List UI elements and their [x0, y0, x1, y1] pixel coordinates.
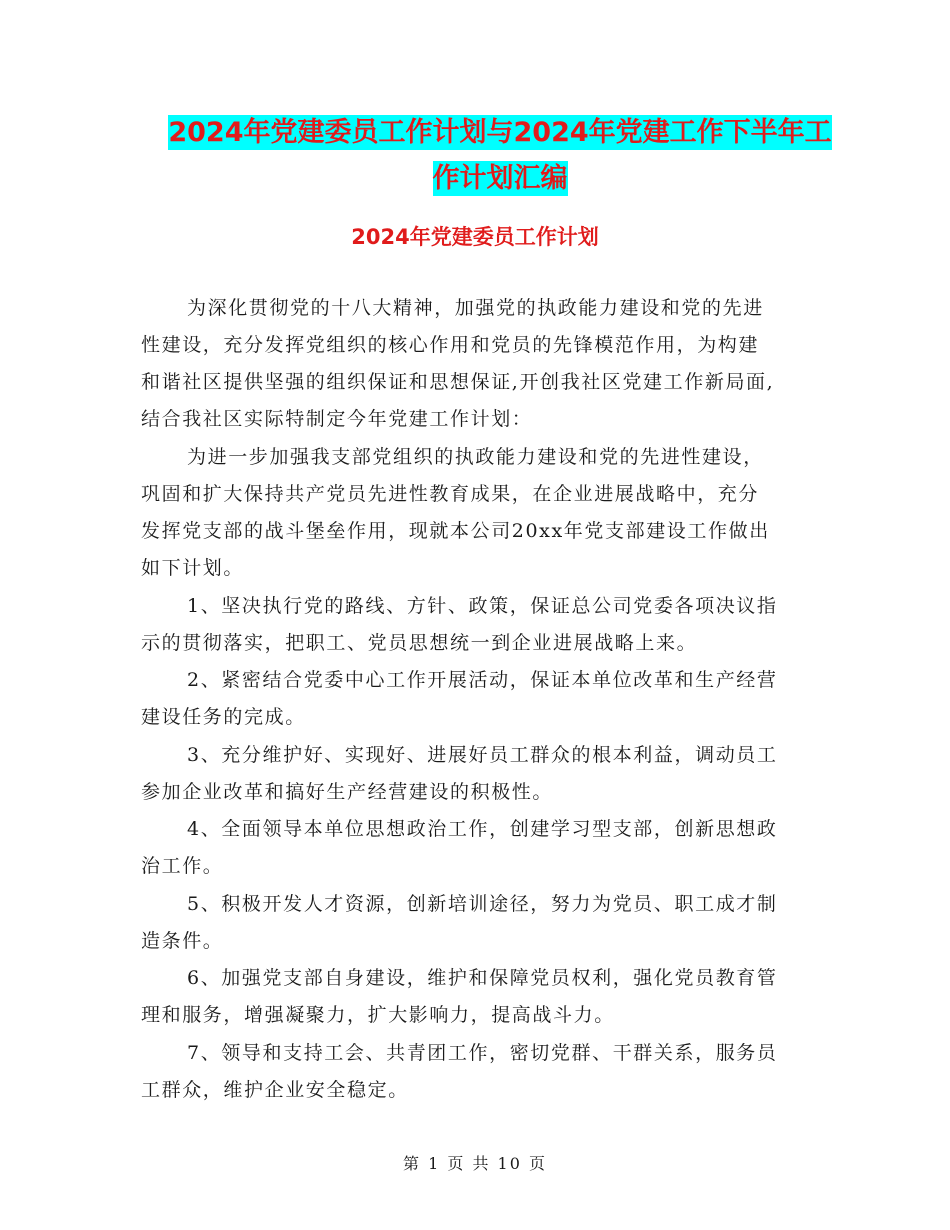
- paragraph-line: 结合我社区实际特制定今年党建工作计划：: [141, 408, 533, 430]
- section-title: 2024年党建委员工作计划: [351, 225, 599, 249]
- document-title-line-2: [140, 156, 860, 202]
- list-item-line: 4、全面领导本单位思想政治工作，创建学习型支部，创新思想政: [187, 818, 778, 840]
- document-title-line-1: [140, 110, 860, 156]
- list-item-line: 建设任务的完成。: [141, 706, 306, 728]
- title-highlight: 作计划汇编: [432, 163, 568, 194]
- paragraph-line: 和谐社区提供坚强的组织保证和思想保证,开创我社区党建工作新局面,: [141, 371, 775, 393]
- list-item-line: 7、领导和支持工会、共青团工作，密切党群、干群关系，服务员: [187, 1042, 778, 1064]
- list-item-line: 工群众，维护企业安全稳定。: [141, 1079, 409, 1101]
- list-item-line: 1、坚决执行党的路线、方针、政策，保证总公司党委各项决议指: [187, 595, 778, 617]
- list-item-line: 2、紧密结合党委中心工作开展活动，保证本单位改革和生产经营: [187, 669, 778, 691]
- title-highlight: 2024年党建委员工作计划与2024年党建工作下半年工: [168, 117, 832, 148]
- list-item-line: 5、积极开发人才资源，创新培训途径，努力为党员、职工成才制: [187, 893, 778, 915]
- list-item-line: 造条件。: [141, 930, 224, 952]
- paragraph-line: 为进一步加强我支部党组织的执政能力建设和党的先进性建设，: [187, 446, 764, 468]
- paragraph-line: 性建设，充分发挥党组织的核心作用和党员的先锋模范作用，为构建: [141, 334, 760, 356]
- list-item-line: 理和服务，增强凝聚力，扩大影响力，提高战斗力。: [141, 1004, 615, 1026]
- page-number-footer: 第 1 页 共 10 页: [403, 1154, 547, 1173]
- paragraph-line: 巩固和扩大保持共产党员先进性教育成果，在企业进展战略中，充分: [141, 483, 760, 505]
- paragraph-line: 如下计划。: [141, 557, 245, 579]
- list-item-line: 6、加强党支部自身建设，维护和保障党员权利，强化党员教育管: [187, 967, 778, 989]
- paragraph-line: 为深化贯彻党的十八大精神，加强党的执政能力建设和党的先进: [187, 297, 764, 319]
- list-item-line: 示的贯彻落实，把职工、党员思想统一到企业进展战略上来。: [141, 632, 698, 654]
- list-item-line: 3、充分维护好、实现好、进展好员工群众的根本利益，调动员工: [187, 744, 778, 766]
- list-item-line: 治工作。: [141, 855, 224, 877]
- list-item-line: 参加企业改革和搞好生产经营建设的积极性。: [141, 781, 554, 803]
- paragraph-line: 发挥党支部的战斗堡垒作用，现就本公司20xx年党支部建设工作做出: [141, 520, 770, 542]
